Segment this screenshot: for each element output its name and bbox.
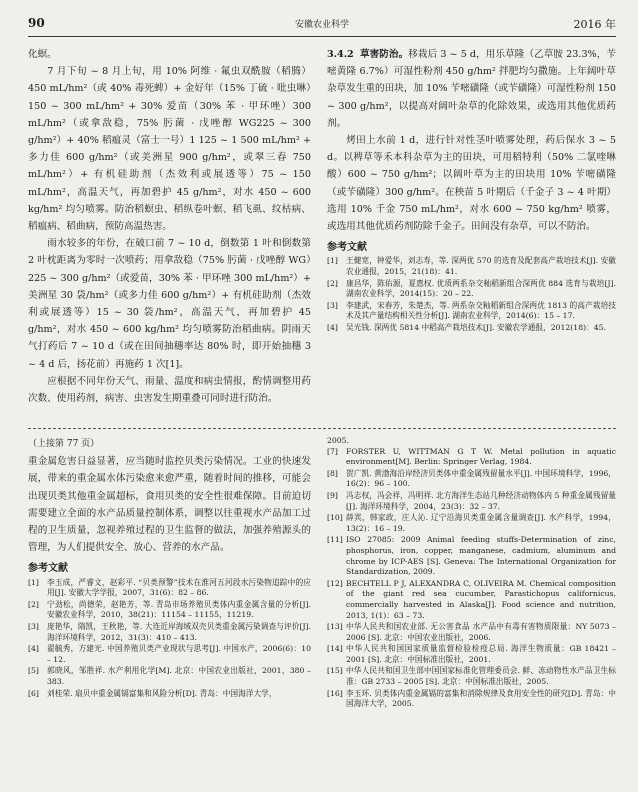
paragraph: 重金属危害日益显著，应当随时监控贝类污染情况。工业的快速发展，带来的重金属水体污染愈来愈严重，随着时间的推移，可能会出现贝类其他重金属超标，食用贝类的安全性很难保障。目前迫切需要建立全面的水产品质量控制体系，调整以往重视水产品加工过程的卫生质量，忽视养殖过程的卫生监督的做法，加强养殖源头的管理，为人们提供安全、放心、营养的水产品。 [28,456,311,554]
lower-left-column [28,436,311,700]
reference-item: [15] 中华人民共和国卫生部中国国家标准化管理委员会. 鲜、冻动物性水产品卫生标准：GB 2733 – 2005 [S]. 北京：中国标准出版社，2005. [327,666,616,687]
journal-name: 安徽农业科学 [294,20,349,30]
reference-item: [4] 翟毓秀，方建光. 中国养殖贝类产业现状与思考[J]. 中国水产，2006(6)：10 – 12. [28,644,311,664]
reference-item: [2] 康昌华，陈佑源，夏惠权. 优质两系杂交籼稻新组合深两优 884 选育与栽培[J]. 湖南农业科学，2014(15)：20 – 22. [327,278,616,299]
paragraph [327,46,616,132]
page-number: 90 [28,16,45,30]
reference-item: [8] 贺广凯. 黄渤海沿岸经济贝类体中重金属残留量水平[J]. 中国环境科学，1996，16(2)：96 – 100. [327,468,616,489]
references-heading: 参考文献 [28,563,68,575]
paragraph: 烤田上水前 1 d，进行针对性茎叶喷雾处理，药后保水 3 ~ 5 d。以稗草等禾本科杂草为主的田块，可用稻特利（50% 二氯喹啉酸）600 ~ 750 g/hm²；以阔叶草为主的田块用 10% 苄嘧磺隆（或苄磺隆）300 g/hm²。在秧苗 5 叶期后（千金子 3 ~ 4 叶期）选用 10% 千金 750 mL/hm²，对水 600 ~ 750 kg/hm² 喷雾，或选用其他优质药剂防除千金子。田间没有杂草，可以不防治。 [327,135,616,233]
upper-left-column [28,46,311,407]
upper-right-column [327,46,616,335]
reference-item: [1] 王健宽，钟爱华，刘志寿，等. 深两优 570 的选育及配套高产栽培技术[J]. 安徽农业通报，2015，21(18)：41. [327,256,616,277]
reference-item: [12] BECHTELL P J, ALEXANDRA C, OLIVEIRA M. Chemical composition of the giant red sea cucumber, Parastichopus californicus, commercially harvested in Alaska[J]. Food science and nutrition, 2013, 1(1)：63 – 73. [327,578,616,620]
reference-item: [14] 中华人民共和国国家质量监督检验检疫总局. 海洋生物质量：GB 18421 – 2001 [S]. 北京：中国标准出版社，2001. [327,644,616,664]
reference-item: [7] FORSTER U, WITTMAN G T W. Metal pollution in aquatic environment[M]. Berlin: Springer Verlag, 1984. [327,446,616,467]
section-title: 草害防治。 [359,49,409,60]
reference-item: [1] 李玉成，严睿文，赵彩平. “贝类预警”技术在淮河五河段水污染物追踪中的应用[J]. 安徽大学学报，2007，31(6)：82 – 86. [28,577,311,598]
reference-item: [10] 薛宾，韩家政，庄人沁. 辽宁沿海贝类重金属含量调查[J]. 水产科学，1994，13(2)：16 – 19. [327,513,616,533]
reference-item: [3] 李建武，宋春芳，朱楚杰，等. 两系杂交籼稻新组合深两优 1813 的高产栽培技术及其产量结构相关性分析[J]. 湖南农业科学，2014(6)：15 – 17. [327,300,616,321]
paragraph-text: 移栽后 3 ~ 5 d，用乐草隆（乙草胺 23.3%，苄嘧黄隆 6.7%）可湿性粉剂 450 g/hm² 拌肥均匀撒施。上年阔叶草杂草发生重的田块，加 10% 苄嘧磺隆（或苄磺隆）可湿性粉剂 150 ~ 300 g/hm²，以提高对阔叶杂草的化除效果，或选用其他优质药剂。 [327,49,616,129]
references-heading: 参考文献 [327,242,367,254]
section-number: 3.4.2 [327,49,354,60]
reference-item: [5] 郭晓风，邹胜祥. 水产利用化学[M]. 北京：中国农业出版社，2001，380 – 383. [28,666,311,686]
reference-item: [6] 刘桂荣. 扇贝中重金属镉富集和风险分析[D]. 青岛：中国海洋大学， [28,688,277,698]
section-divider [28,428,616,429]
paragraph: 化螟。 [28,49,57,60]
year: 2016 年 [573,18,616,31]
paragraph: 应根据不同年份天气、雨量、温度和病虫情报，酌情调整用药次数、使用药剂，病害、虫害发生期重叠可同时进行防治。 [28,375,311,405]
paragraph: 雨水较多的年份，在破口前 7 ~ 10 d，倒数第 1 叶和倒数第 2 叶枕距离为零时一次喷药；用拿敌稳（75% 肟菌 · 戊唑醇 WG）225 ~ 300 g/hm²（或爱苗，30% 苯 · 甲环唑 300 mL/hm²）+ 美洲星 30 袋/hm²（或多力佳 600 g/hm²）+ 有机硅助剂（杰效利或展透等）15 ~ 30 袋/hm²，高温天气，再加碧护 45 g/hm²，对水 450 ~ 600 kg/hm² 均匀喷雾防治稻曲病。阴雨天气打药后 7 ~ 10 d（或在田间抽穗率达 80% 时，即开始抽穗 3 ~ 4 d 后，扬花前）再施药 1 次[1]。 [28,238,311,370]
reference-item: [16] 李玉环. 贝类体内重金属镉的富集和消除规律及食用安全性的研究[D]. 青岛：中国海洋大学，2005. [327,688,616,709]
reference-fragment: 2005. [327,436,350,445]
reference-item: [13] 中华人民共和国农业部. 无公害食品 水产品中有毒有害物质限量：NY 5073 – 2006 [S]. 北京：中国农业出版社，2006. [327,622,616,642]
paragraph: 7 月下旬 ~ 8 月上旬，用 10% 阿维 · 氟虫双酰胺（稻腾）450 mL/hm²（或 40% 毒死蜱）+ 金好年（15% 丁硫 · 吡虫啉）150 ~ 300 mL/hm² + 30% 爱苗（30% 苯 · 甲环唑）300 mL/hm²（或拿敌稳，75% 肟菌 · 戊唑醇 WG225 ~ 300 g/hm²）+ 40% 稻瘟灵（富士一号）1 125 ~ 1 500 mL/hm² + 多力佳 600 g/hm²（或美洲星 900 g/hm²，或翠三春 750 mL/hm²）+ 有机硅助剂（杰效利或展透等）75 ~ 150 mL/hm²，高温天气，再加碧护 45 g/hm²，对水 450 ~ 600 kg/hm² 均匀喷雾。防治稻螟虫、稻纵卷叶螟、稻飞虱、纹枯病、稻瘟病、稻曲病，预防高温热害。 [28,66,311,233]
reference-item: [2] 宁劲松，尚德荣，赵艳芳，等. 青岛市场养殖贝类体内重金属含量的分析[J]. 安徽农业科学，2010，38(21)：11154 – 11155，11219. [28,599,311,620]
reference-item: [4] 吴光钱. 深两优 5814 中稻高产栽培技术[J]. 安徽农学通报，2012(18)：45. [327,323,607,332]
reference-item: [11] ISO 27085: 2009 Animal feeding stuffs-Determination of zinc, phosphorus, iron, copper, manganese, cadmium, aluminum and chrome by ICP-AES [S]. Geneva: The International Organization for Standardization, 2009. [327,535,616,577]
lower-right-column [327,436,616,711]
continuation-note: （上接第 77 页） [28,439,100,449]
page-header [28,10,616,37]
reference-item: [3] 庞艳华，隋凯，王秋艳，等. 大连近岸海域双壳贝类重金属污染调查与评价[J]. 海洋环境科学，2012，31(3)：410 – 413. [28,622,311,642]
reference-item: [9] 冯志权，冯会祥，冯明祥. 北方海洋生态站几种经济动物体内 5 种重金属残留量[J]. 海洋环境科学，2004，23(3)：32 – 37. [327,490,616,511]
